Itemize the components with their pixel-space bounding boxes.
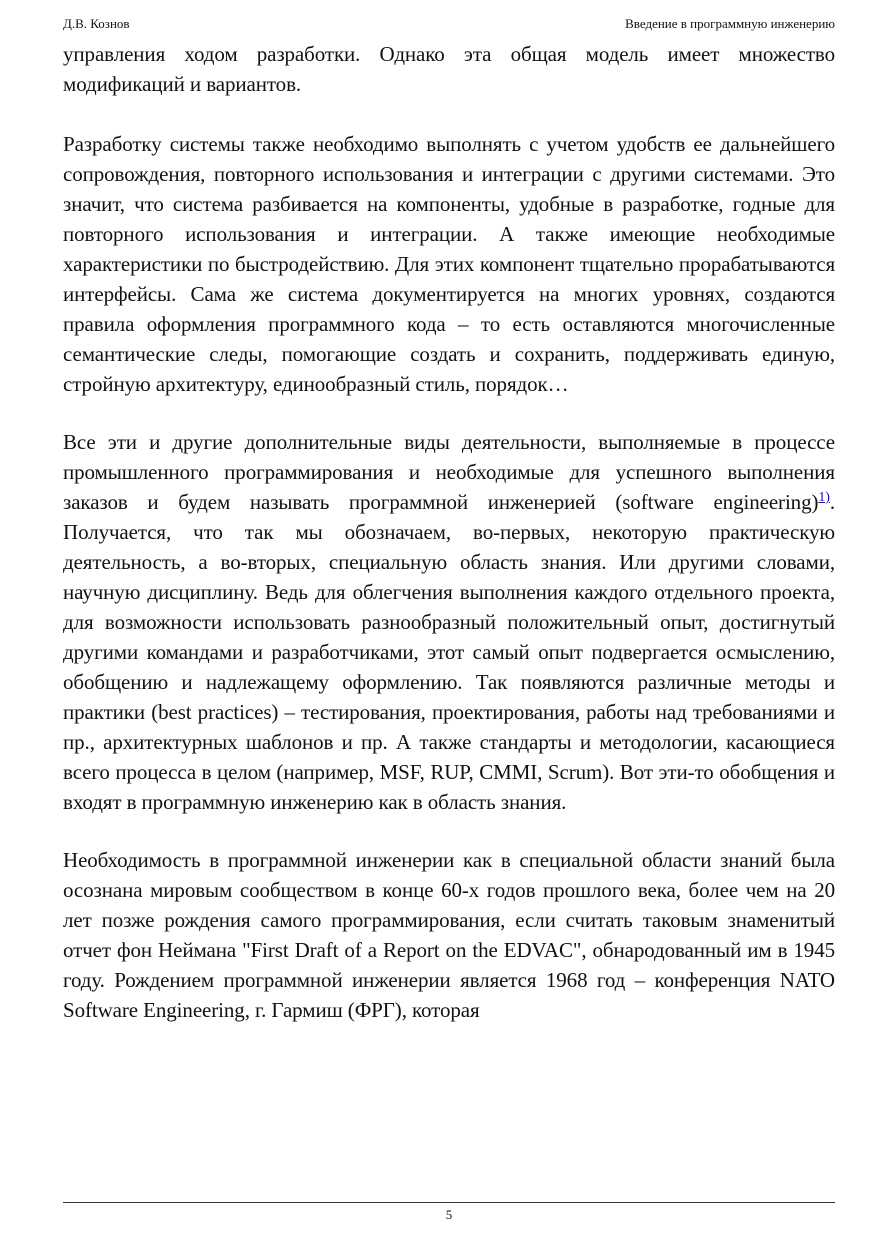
- page-number: 5: [445, 1207, 453, 1222]
- paragraph-system-development: Разработку системы также необходимо выполнять с учетом удобств ее дальнейшего сопровождения, повторного использования и интеграции с другими системами. Это значит, что система разбивается на компоненты, удобные в разработке, годные для повторного использования и интеграции. А также имеющие необходимые характеристики по быстродействию. Для этих компонент тщательно прорабатываются интерфейсы. Сама же система документируется на многих уровнях, создаются правила оформления программного кода – то есть оставляются многочисленные семантические следы, помогающие создать и сохранить, поддерживать единую, стройную архитектуру, единообразный стиль, порядок…: [63, 132, 835, 396]
- header-author: Д.В. Кознов: [63, 16, 130, 31]
- page-header: [63, 15, 835, 33]
- paragraph-history: Необходимость в программной инженерии как в специальной области знаний была осознана мировым сообществом в конце 60-х годов прошлого века, более чем на 20 лет позже рождения самого программирования, если считать таковым знаменитый отчет фон Неймана "First Draft of a Report on the EDVAC", обнародованный им в 1945 году. Рождением программной инженерии является 1968 год – конференция NATO Software Engineering, г. Гармиш (ФРГ), которая: [63, 848, 835, 1022]
- paragraph-continuation: управления ходом разработки. Однако эта общая модель имеет множество модификаций и вариантов.: [63, 42, 835, 96]
- paragraph-text-part2: . Получается, что так мы обозначаем, во-первых, некоторую практическую деятельность, а во-вторых, специальную область знания. Или другими словами, научную дисциплину. Ведь для облегчения выполнения каждого отдельного проекта, для возможности использовать разнообразный положительный опыт, достигнутый другими командами и разработчиками, этот самый опыт подвергается осмыслению, обобщению и надлежащему оформлению. Так появляются различные методы и практики (best practices) – тестирования, проектирования, работы над требованиями и пр., архитектурных шаблонов и пр. А также стандарты и методологии, касающиеся всего процесса в целом (например, MSF, RUP, CMMI, Scrum). Вот эти-то обобщения и входят в программную инженерию как в область знания.: [63, 490, 835, 814]
- paragraph-text-part1: Все эти и другие дополнительные виды деятельности, выполняемые в процессе промышленного программирования и необходимые для успешного выполнения заказов и будем называть программной инженерией (software engineering): [63, 430, 835, 514]
- body-text: [63, 39, 835, 1053]
- header-title: Введение в программную инженерию: [625, 16, 835, 31]
- paragraph-software-engineering: [63, 427, 835, 817]
- footer-divider: [63, 1202, 835, 1203]
- footnote-link[interactable]: 1): [818, 490, 830, 505]
